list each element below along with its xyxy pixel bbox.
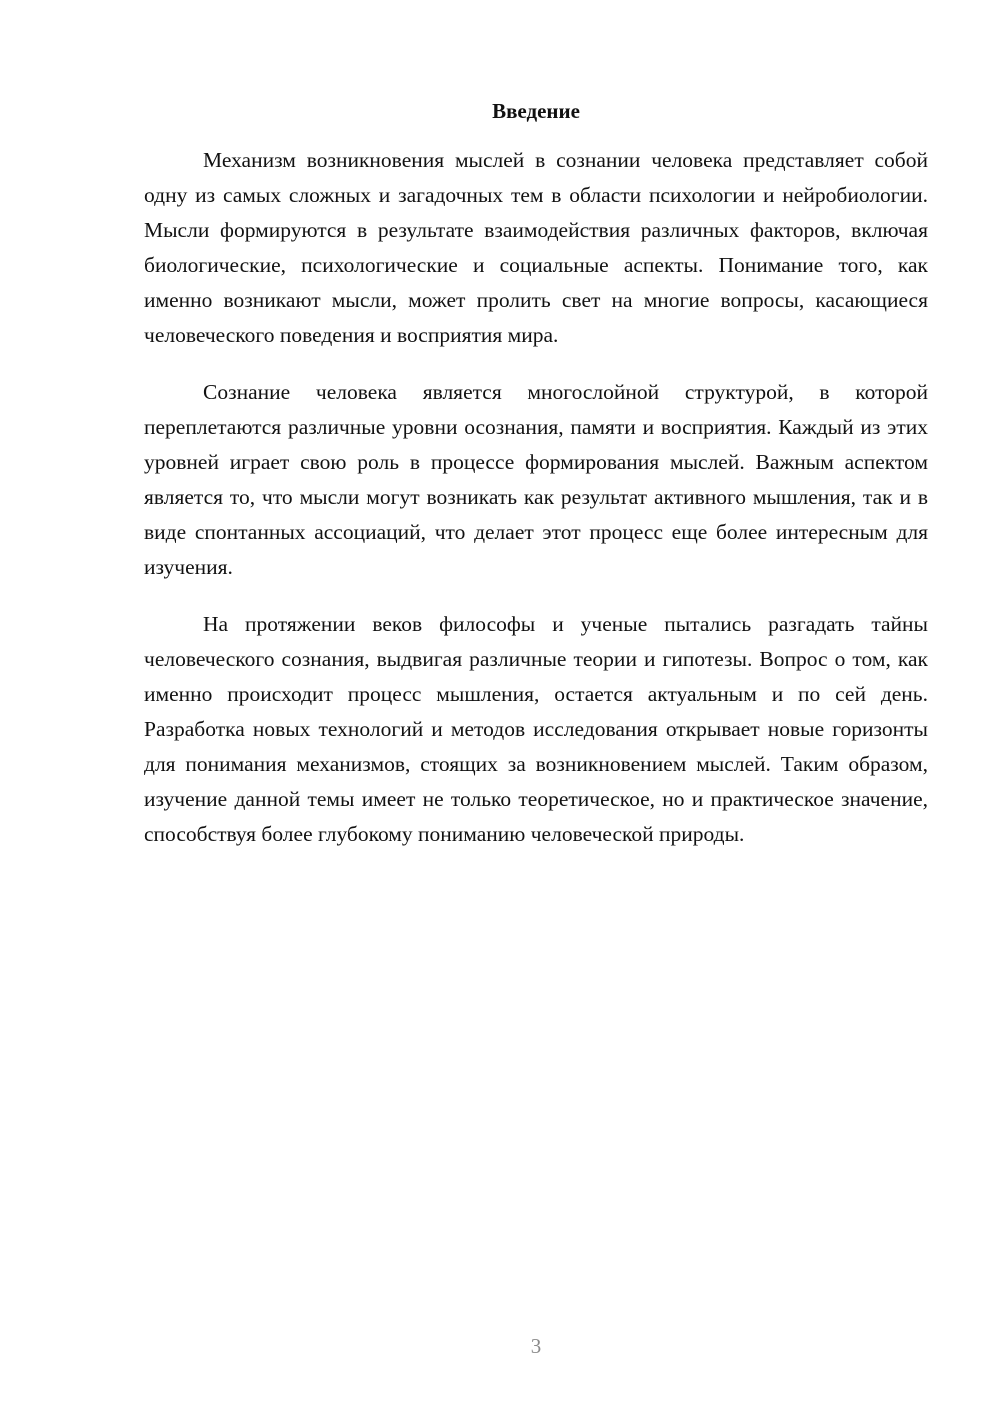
paragraph-3: На протяжении веков философы и ученые пытались разгадать тайны человеческого сознания, выдвигая различные теории и гипотезы. Вопрос о том, как именно происходит процесс мышления, остается актуальным и по сей день. Разработка новых технологий и методов исследования открывает новые горизонты для понимания механизмов, стоящих за возникновением мыслей. Таким образом, изучение данной темы имеет не только теоретическое, но и практическое значение, способствуя более глубокому пониманию человеческой природы.: [144, 612, 928, 846]
section-heading: Введение: [492, 99, 580, 123]
paragraph-2: Сознание человека является многослойной структурой, в которой переплетаются различные уровни осознания, памяти и восприятия. Каждый из этих уровней играет свою роль в процессе формирования мыслей. Важным аспектом является то, что мысли могут возникать как результат активного мышления, так и в виде спонтанных ассоциаций, что делает этот процесс еще более интересным для изучения.: [144, 380, 928, 579]
paragraph-1: Механизм возникновения мыслей в сознании человека представляет собой одну из самых сложных и загадочных тем в области психологии и нейробиологии. Мысли формируются в результате взаимодействия различных факторов, включая биологические, психологические и социальные аспекты. Понимание того, как именно возникают мысли, может пролить свет на многие вопросы, касающиеся человеческого поведения и восприятия мира.: [144, 148, 928, 347]
page-content: [144, 96, 928, 874]
page-number: 3: [530, 1334, 542, 1358]
